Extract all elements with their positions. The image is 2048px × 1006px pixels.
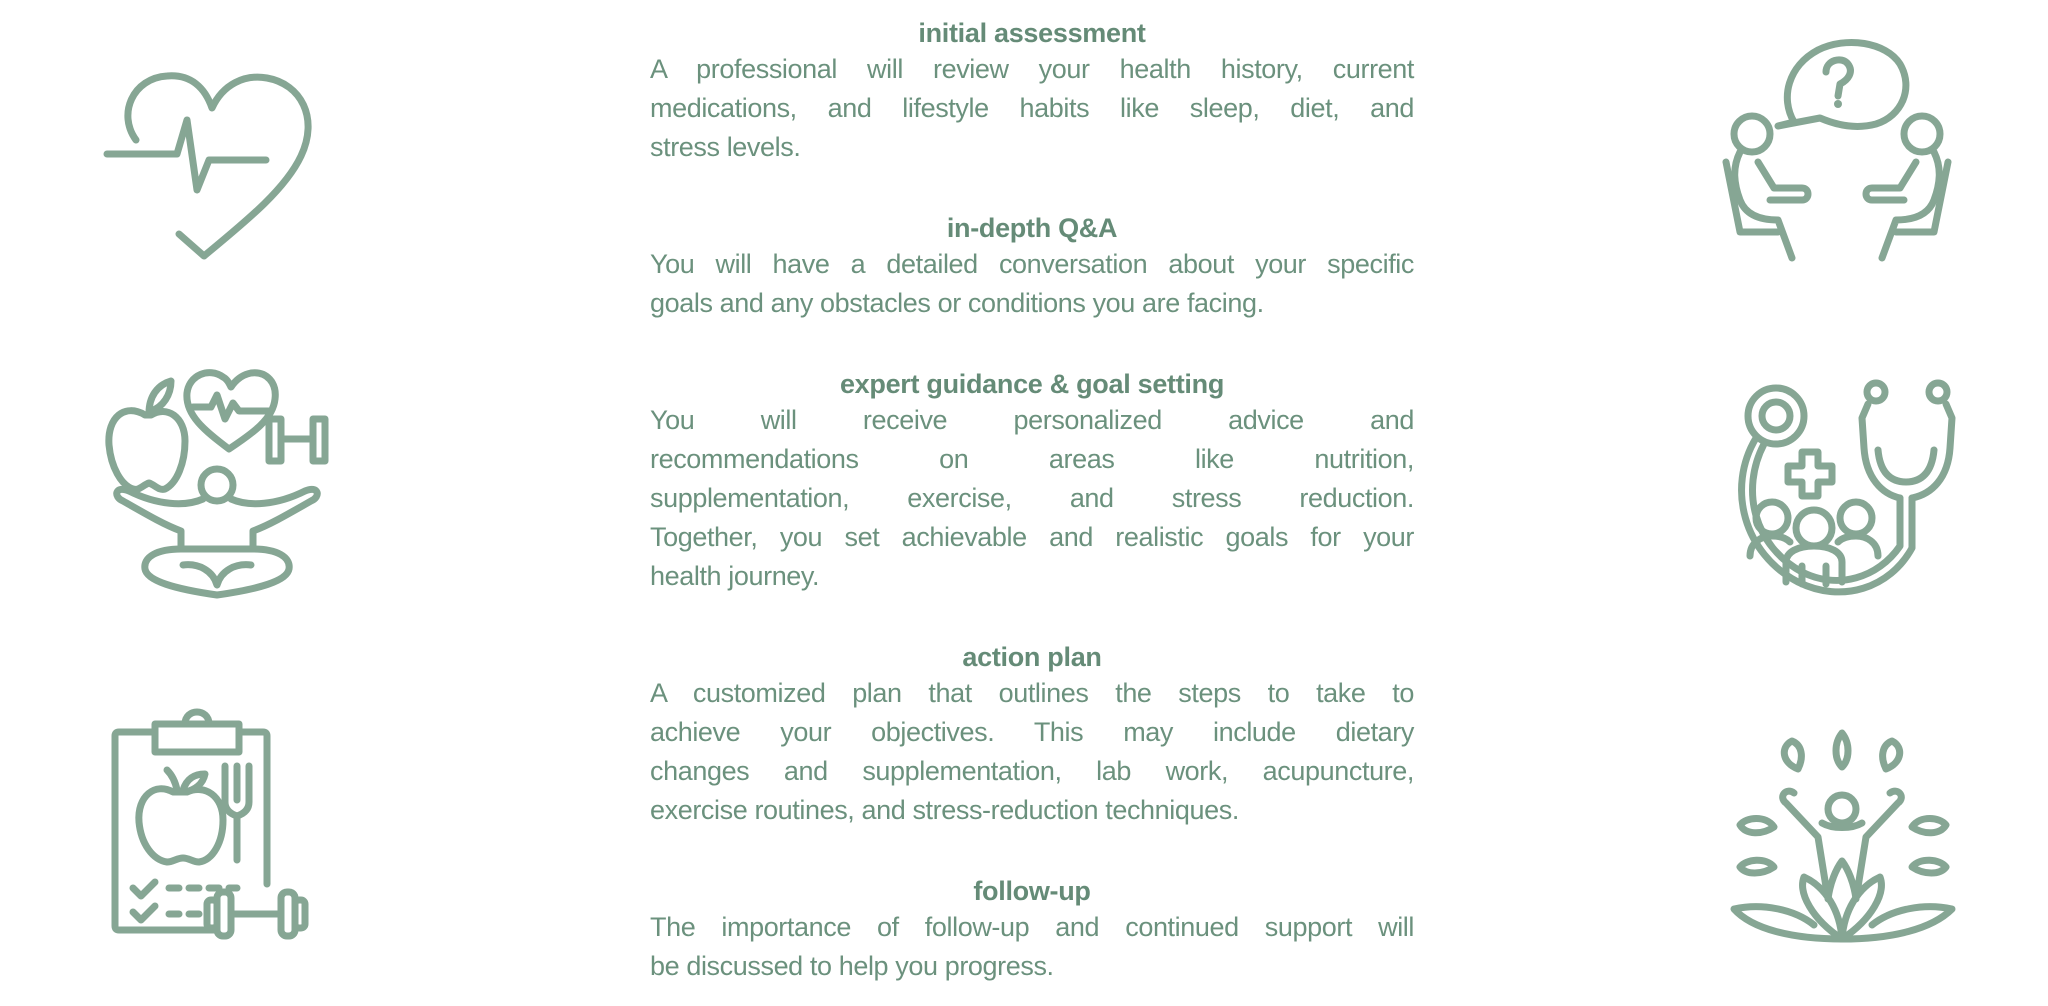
section-body-line: achieve your objectives. This may include dietary xyxy=(650,717,1414,747)
section-follow-up xyxy=(650,874,1414,986)
section-title: expert guidance & goal setting xyxy=(839,369,1225,399)
section-body-line: You will receive personalized advice and xyxy=(650,405,1414,435)
wellness-balance-graphic xyxy=(105,365,331,595)
section-body-line: be discussed to help you progress. xyxy=(650,951,1054,981)
section-body-line: The importance of follow-up and continued support will xyxy=(650,912,1414,942)
meal-plan-clipboard-graphic xyxy=(111,704,343,934)
section-in-depth-qa xyxy=(650,211,1414,323)
section-body-line: stress levels. xyxy=(650,132,801,162)
heart-pulse-icon xyxy=(105,74,331,260)
section-initial-assessment xyxy=(650,16,1414,167)
consultation-question-icon xyxy=(1722,38,1952,266)
section-title: follow-up xyxy=(973,876,1091,906)
section-body-line: medications, and lifestyle habits like sleep, diet, and xyxy=(650,93,1414,123)
family-care-stethoscope-icon xyxy=(1730,378,1954,596)
section-body-line: supplementation, exercise, and stress reduction. xyxy=(650,483,1414,513)
meal-plan-clipboard-icon xyxy=(111,704,343,934)
section-expert-guidance xyxy=(650,367,1414,596)
section-body-line: recommendations on areas like nutrition, xyxy=(650,444,1414,474)
section-title: in-depth Q&A xyxy=(946,213,1118,243)
section-body-line: Together, you set achievable and realistic goals for your xyxy=(650,522,1414,552)
section-body-line: A customized plan that outlines the steps to take to xyxy=(650,678,1414,708)
section-body-line: A professional will review your health history, current xyxy=(650,54,1414,84)
family-care-stethoscope-graphic xyxy=(1730,378,1954,596)
section-action-plan xyxy=(650,640,1414,830)
section-body-line: changes and supplementation, lab work, acupuncture, xyxy=(650,756,1414,786)
lotus-growth-graphic xyxy=(1732,729,1954,947)
section-body-line: goals and any obstacles or conditions you are facing. xyxy=(650,288,1264,318)
consultation-question-graphic xyxy=(1722,38,1952,266)
section-body-line: exercise routines, and stress-reduction techniques. xyxy=(650,795,1239,825)
lotus-growth-icon xyxy=(1732,729,1954,947)
section-body-line: health journey. xyxy=(650,561,820,591)
heart-pulse-graphic xyxy=(105,74,331,260)
section-title: initial assessment xyxy=(918,18,1146,48)
section-body-line: You will have a detailed conversation about your specific xyxy=(650,249,1414,279)
section-title: action plan xyxy=(962,642,1102,672)
wellness-balance-icon xyxy=(105,365,331,595)
